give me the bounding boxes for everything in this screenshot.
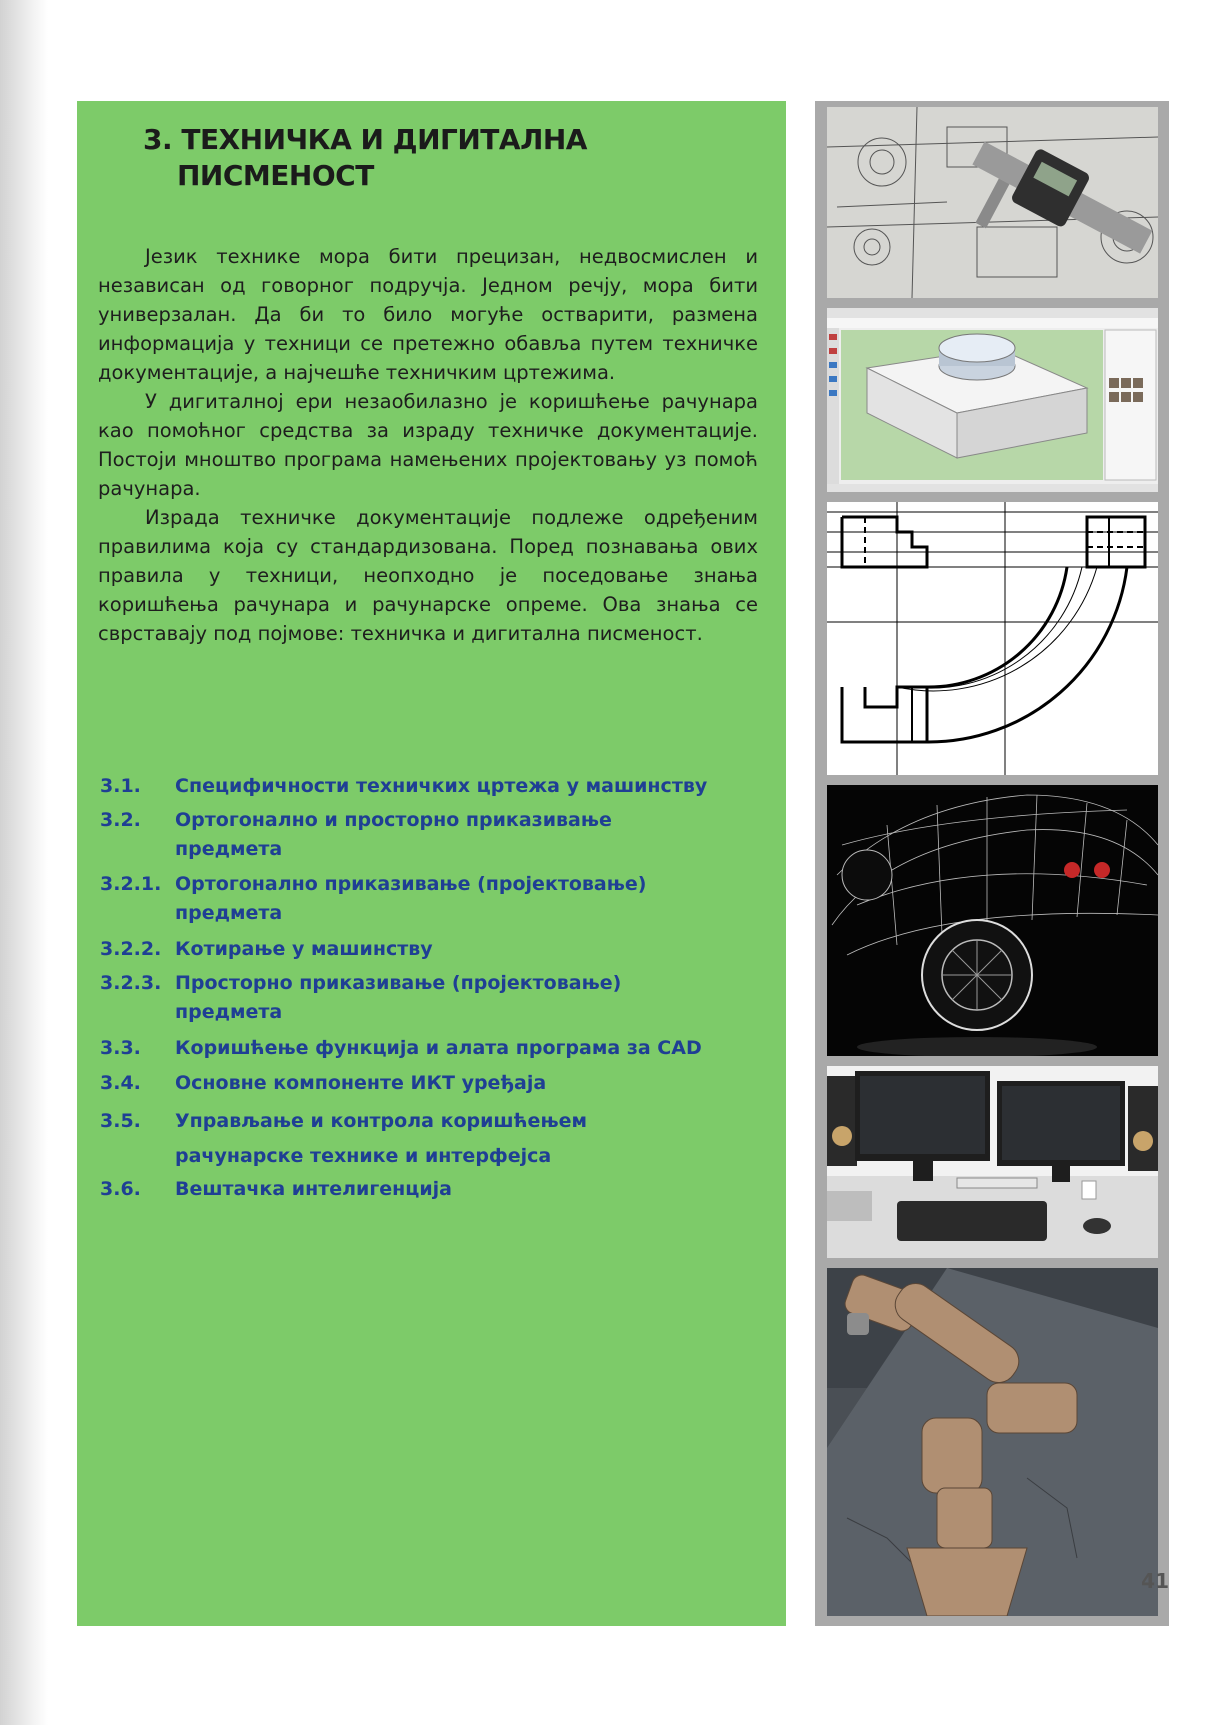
toc-title: Управљање и контрола коришћењем рачунарске технике и интерфејса [175,1110,588,1167]
toc-item-3-5[interactable] [100,1104,740,1174]
toc-item-3-4[interactable] [100,1069,740,1098]
toc-item-3-1[interactable] [100,772,740,801]
toc-number: 3.2.2. [100,938,162,960]
cad-software-screenshot [827,308,1158,492]
chapter-title [143,122,643,194]
toc-number: 3.2. [100,809,141,831]
toc-item-3-3[interactable] [100,1034,740,1063]
toc-title: Ортогонално и просторно приказивање предмета [175,809,612,860]
orthographic-projection-drawing [827,502,1158,775]
toc-number: 3.3. [100,1037,141,1059]
toc-number: 3.4. [100,1072,141,1094]
drawing-caliper-photo [827,107,1158,298]
toc-item-3-2-2[interactable] [100,935,740,964]
toc-item-3-2-3[interactable] [100,969,740,1027]
intro-text [98,242,758,648]
toc-title: Коришћење функција и алата програма за CAD [175,1037,702,1059]
toc-number: 3.6. [100,1178,141,1200]
page-number: 41 [1141,1569,1169,1593]
wireframe-car-render [827,785,1158,1056]
intro-paragraph: Израда техничке документације подлеже одређеним правилима која су стандардизована. Поред познавања ових правила у техници, неопходно је поседовање знања коришћења рачунара и рачунарске опреме. Ова знања се сврставају под појмове: техничка и дигитална писменост. [98,506,758,645]
toc-number: 3.2.3. [100,972,162,994]
toc-title: Специфичности техничких цртежа у машинству [175,775,708,797]
toc-number: 3.2.1. [100,873,162,895]
intro-paragraph: Језик технике мора бити прецизан, недвосмислен и независан од говорног подручја. Једном речју, мора бити универзалан. Да би то било могуће остварити, размена информација у техници се претежно обавља путем техничке документације, а најчешће техничким цртежима. [98,245,758,384]
workstation-photo [827,1066,1158,1258]
image-gallery [815,101,1169,1626]
toc-item-3-6[interactable] [100,1175,740,1204]
chapter-title-line2: ПИСМЕНОСТ [177,159,374,192]
toc-number: 3.1. [100,775,141,797]
toc-number: 3.5. [100,1110,141,1132]
robot-arm-render [827,1268,1158,1616]
toc-title: Вештачка интелигенција [175,1178,452,1200]
intro-paragraph: У дигиталној ери незаобилазно је коришћење рачунара као помоћног средства за израду техничке документације. Постоји мноштво програма намењених пројектовању уз помоћ рачунара. [98,390,758,500]
toc-item-3-2[interactable] [100,806,740,864]
toc-title: Просторно приказивање (пројектовање) предмета [175,972,622,1023]
page-edge-shadow [0,0,48,1725]
toc-title: Основне компоненте ИКТ уређаја [175,1072,547,1094]
toc-item-3-2-1[interactable] [100,870,740,928]
toc-title: Ортогонално приказивање (пројектовање) предмета [175,873,647,924]
chapter-title-line1: 3. ТЕХНИЧКА И ДИГИТАЛНА [143,123,587,156]
toc-title: Котирање у машинству [175,938,433,960]
